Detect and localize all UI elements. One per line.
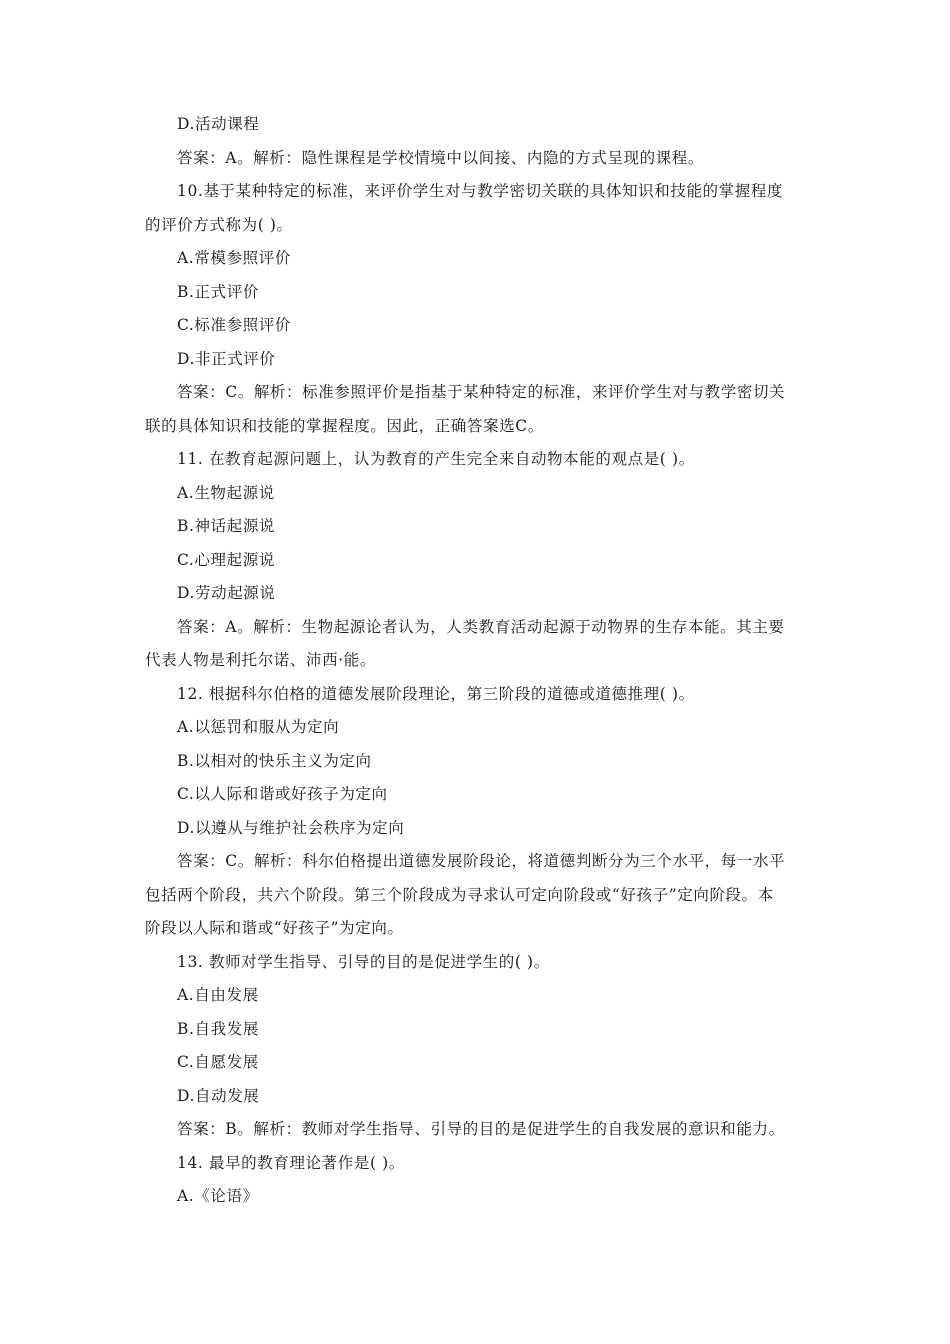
text-line: 答案：C。解析：标准参照评价是指基于某种特定的标准，来评价学生对与教学密切关 xyxy=(177,383,786,401)
text-line: 10.基于某种特定的标准，来评价学生对与教学密切关联的具体知识和技能的掌握程度 xyxy=(177,182,784,200)
text-line: 阶段以人际和谐或“好孩子”为定向。 xyxy=(145,919,404,937)
text-line: 12. 根据科尔伯格的道德发展阶段理论，第三阶段的道德或道德推理( )。 xyxy=(177,684,695,703)
text-line: C.以人际和谐或好孩子为定向 xyxy=(177,785,388,803)
text-line: C.心理起源说 xyxy=(177,550,275,569)
text-line: D.以遵从与维护社会秩序为定向 xyxy=(177,818,405,837)
text-line: 答案：C。解析：科尔伯格提出道德发展阶段论，将道德判断分为三个水平，每一水平 xyxy=(177,852,786,870)
text-line: A.自由发展 xyxy=(177,986,259,1004)
text-line: 答案：A。解析：生物起源论者认为，人类教育活动起源于动物界的生存本能。其主要 xyxy=(177,617,785,636)
text-line: D.非正式评价 xyxy=(177,349,276,368)
text-line: 14. 最早的教育理论著作是( )。 xyxy=(177,1153,405,1172)
document-body xyxy=(145,108,825,1214)
text-line: B.正式评价 xyxy=(177,282,259,301)
text-line: 联的具体知识和技能的掌握程度。因此，正确答案选C。 xyxy=(145,416,544,435)
text-line: C.标准参照评价 xyxy=(177,316,292,334)
text-line: D.自动发展 xyxy=(177,1086,260,1105)
text-line: A.常模参照评价 xyxy=(177,249,291,267)
text-line: 13. 教师对学生指导、引导的目的是促进学生的( )。 xyxy=(177,952,550,971)
text-line: B.以相对的快乐主义为定向 xyxy=(177,751,372,770)
text-line: 代表人物是利托尔诺、沛西·能。 xyxy=(145,651,376,669)
text-line: D.活动课程 xyxy=(177,115,260,133)
text-line: A.生物起源说 xyxy=(177,483,275,502)
text-line: 答案：B。解析：教师对学生指导、引导的目的是促进学生的自我发展的意识和能力。 xyxy=(177,1120,785,1138)
text-line: B.神话起源说 xyxy=(177,517,276,535)
text-line: 11. 在教育起源问题上，认为教育的产生完全来自动物本能的观点是( )。 xyxy=(177,450,695,468)
text-line: A.《论语》 xyxy=(177,1187,259,1205)
text-line: B.自我发展 xyxy=(177,1019,259,1038)
text-line: 答案：A。解析：隐性课程是学校情境中以间接、内隐的方式呈现的课程。 xyxy=(177,148,704,167)
text-line: 包括两个阶段，共六个阶段。第三个阶段成为寻求认可定向阶段或“好孩子”定向阶段。本 xyxy=(145,885,774,904)
text-line: C.自愿发展 xyxy=(177,1053,259,1071)
text-line: A.以惩罚和服从为定向 xyxy=(177,718,340,736)
text-line: 的评价方式称为( )。 xyxy=(145,215,293,234)
text-line: D.劳动起源说 xyxy=(177,584,276,602)
